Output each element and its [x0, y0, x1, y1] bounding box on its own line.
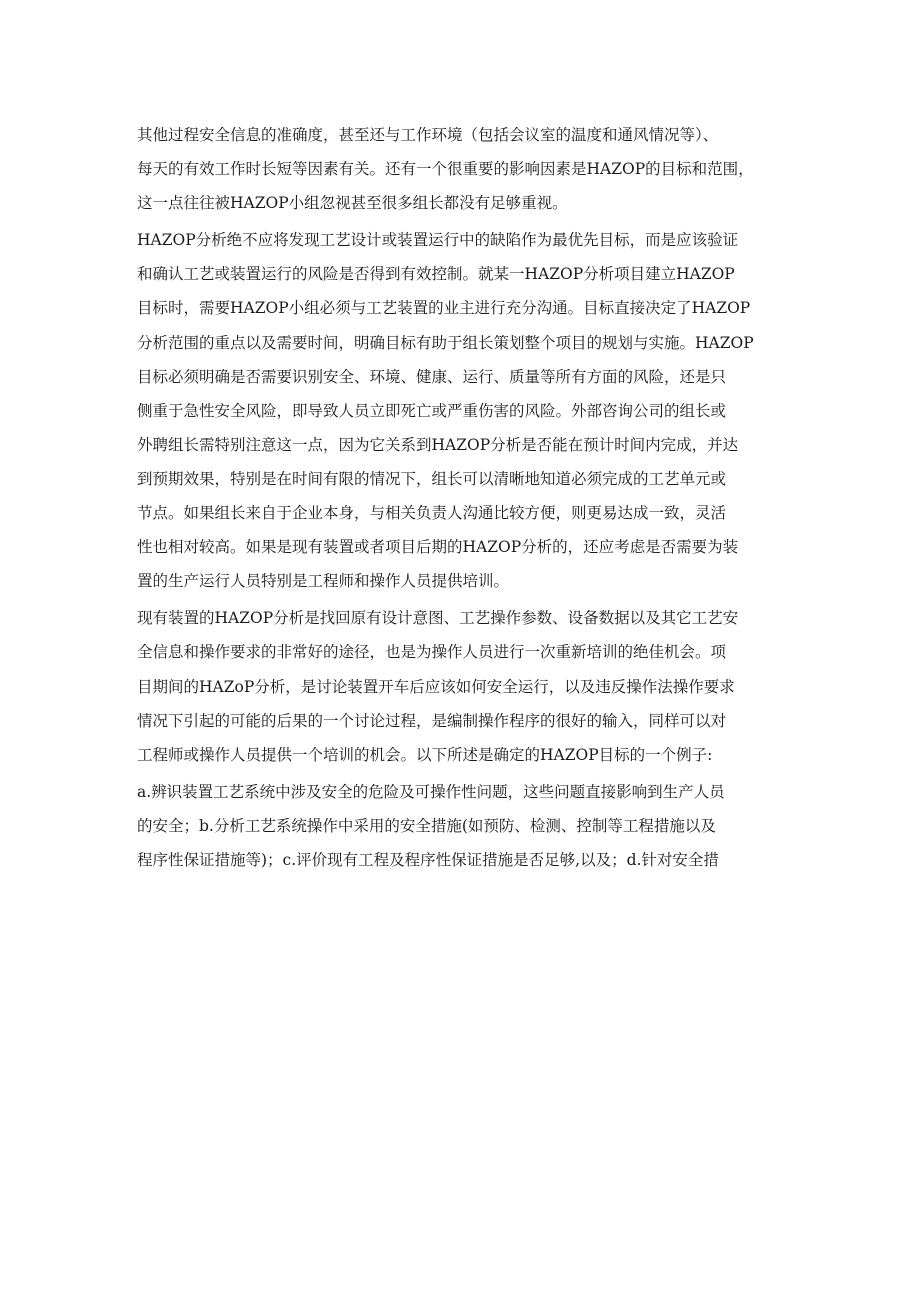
paragraph-2 — [137, 223, 787, 598]
text-line: 置的生产运行人员特别是工程师和操作人员提供培训。 — [137, 572, 510, 591]
text-line: 到预期效果，特别是在时间有限的情况下，组长可以清晰地知道必须完成的工艺单元或 — [137, 469, 727, 488]
text-line: 程序性保证措施等)；c.评价现有工程及程序性保证措施是否足够,以及；d.针对安全措 — [137, 850, 719, 869]
text-line: 和确认工艺或装置运行的风险是否得到有效控制。就某一HAZOP分析项目建立HAZOP — [137, 265, 735, 284]
text-line: 现有装置的HAZOP分析是找回原有设计意图、工艺操作参数、设备数据以及其它工艺安 — [137, 609, 739, 628]
text-line: 这一点往往被HAZOP小组忽视甚至很多组长都没有足够重视。 — [137, 194, 568, 213]
text-line: 目标必须明确是否需要识别安全、环境、健康、运行、质量等所有方面的风险，还是只 — [137, 367, 727, 386]
text-line: 外聘组长需特别注意这一点，因为它关系到HAZOP分析是否能在预计时间内完成，并达 — [137, 435, 739, 454]
text-line: 工程师或操作人员提供一个培训的机会。以下所述是确定的HAZOP目标的一个例子: — [137, 745, 713, 764]
text-line: 其他过程安全信息的准确度，甚至还与工作环境（包括会议室的温度和通风情况等）、 — [137, 126, 719, 144]
text-line: a.辨识装置工艺系统中涉及安全的危险及可操作性问题，这些问题直接影响到生产人员 — [137, 782, 725, 801]
text-line: 每天的有效工作时长短等因素有关。还有一个很重要的影响因素是HAZOP的目标和范围， — [137, 160, 754, 179]
paragraph-4 — [137, 775, 787, 877]
text-line: HAZOP分析绝不应将发现工艺设计或装置运行中的缺陷作为最优先目标，而是应该验证 — [137, 231, 739, 250]
text-line: 情况下引起的可能的后果的一个讨论过程，是编制操作程序的很好的输入，同样可以对 — [137, 711, 727, 730]
paragraph-3 — [137, 601, 787, 771]
text-line: 节点。如果组长来自于企业本身，与相关负责人沟通比较方便，则更易达成一致，灵活 — [137, 504, 727, 523]
body-text — [137, 118, 787, 877]
text-line: 分析范围的重点以及需要时间，明确目标有助于组长策划整个项目的规划与实施。HAZOP — [137, 333, 754, 352]
text-line: 目期间的HAZoP分析，是讨论装置开车后应该如何安全运行，以及违反操作法操作要求 — [137, 677, 735, 696]
text-line: 目标时，需要HAZOP小组必须与工艺装置的业主进行充分沟通。目标直接决定了HAZOP — [137, 299, 751, 318]
text-line: 的安全；b.分析工艺系统操作中采用的安全措施(如预防、检测、控制等工程措施以及 — [137, 816, 716, 835]
text-line: 全信息和操作要求的非常好的途径，也是为操作人员进行一次重新培训的绝佳机会。项 — [137, 643, 727, 662]
text-line: 侧重于急性安全风险，即导致人员立即死亡或严重伤害的风险。外部咨询公司的组长或 — [137, 401, 727, 420]
text-line: 性也相对较高。如果是现有装置或者项目后期的HAZOP分析的，还应考虑是否需要为装 — [137, 538, 739, 557]
paragraph-1 — [137, 118, 787, 220]
